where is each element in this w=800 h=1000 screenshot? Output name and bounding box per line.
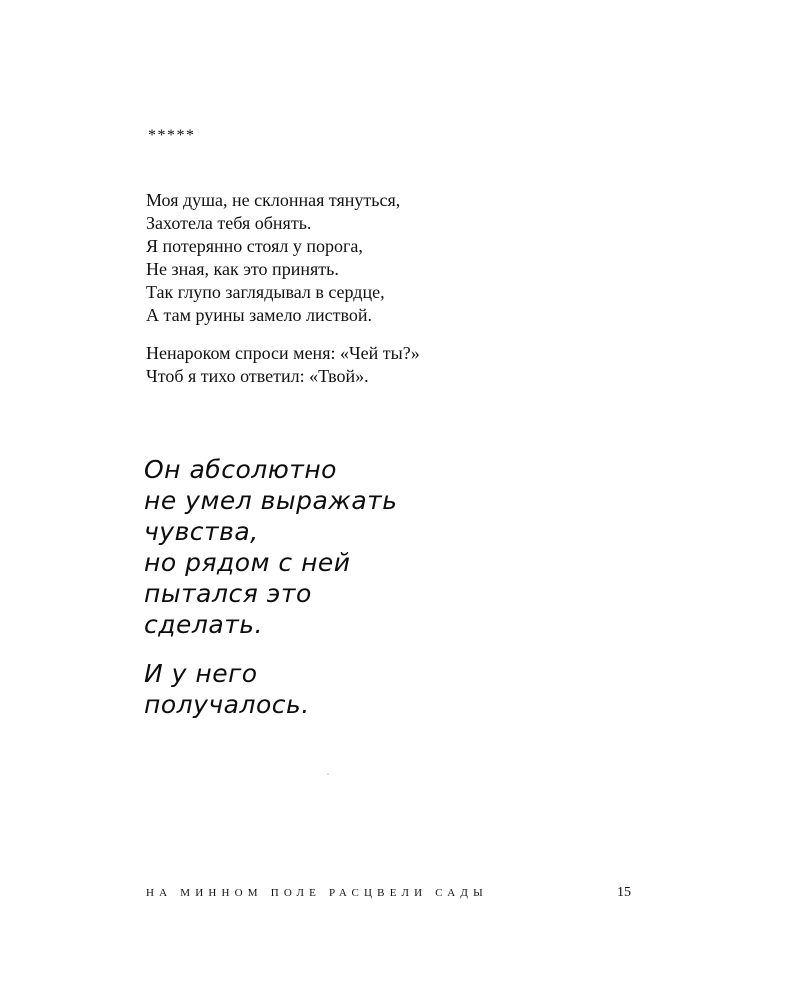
poem-line: Захотела тебя обнять. — [146, 213, 312, 233]
poem-line: Ненароком спроси меня: «Чей ты?» — [146, 343, 420, 363]
poem-line: Моя душа, не склонная тянуться, — [146, 190, 401, 210]
handwritten-line: не умел выражать — [144, 486, 398, 515]
handwritten-line: сделать. — [144, 610, 263, 639]
handwritten-line: получалось. — [144, 690, 310, 719]
poem-line: Чтоб я тихо ответил: «Твой». — [146, 366, 369, 386]
handwritten-line: Он абсолютно — [144, 455, 337, 484]
poem — [146, 189, 666, 403]
poem-line: Так глупо заглядывал в сердце, — [146, 282, 385, 302]
poem-line: А там руины замело листвой. — [146, 305, 373, 325]
poem-line: Я потерянно стоял у порога, — [146, 236, 363, 256]
handwritten-line: чувства, — [144, 517, 259, 546]
page-number: 15 — [617, 885, 631, 900]
poem-line: Не зная, как это принять. — [146, 259, 339, 279]
poem-stanza-2 — [146, 342, 666, 388]
handwritten-note — [144, 454, 564, 738]
paper-speck — [327, 773, 329, 775]
handwritten-line: но рядом с ней — [144, 548, 351, 577]
handwritten-line: пытался это — [144, 579, 312, 608]
running-footer-title: НА МИННОМ ПОЛЕ РАСЦВЕЛИ САДЫ — [146, 887, 488, 899]
handwritten-line: И у него — [144, 659, 258, 688]
poem-stanza-1 — [146, 189, 666, 327]
handwritten-paragraph-2 — [144, 658, 564, 720]
handwritten-paragraph-1 — [144, 454, 564, 640]
section-separator: ***** — [148, 127, 196, 144]
